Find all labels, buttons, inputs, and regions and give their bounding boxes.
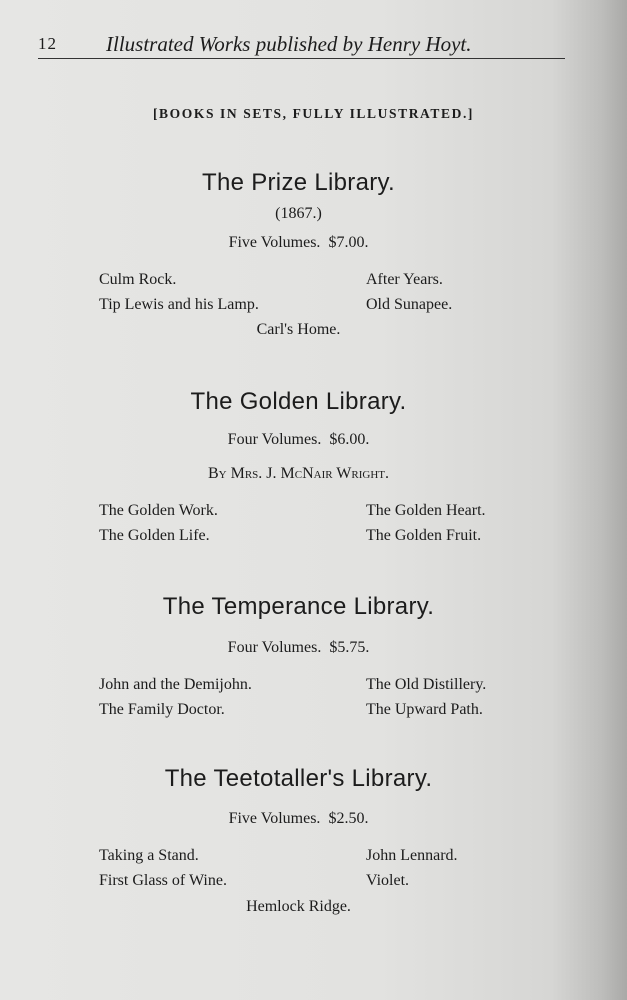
set-price: $2.50. <box>328 810 369 827</box>
volumes-price-line <box>0 234 597 252</box>
book-title: First Glass of Wine. <box>99 872 227 889</box>
book-title: After Years. <box>366 271 443 288</box>
library-year: (1867.) <box>275 205 322 222</box>
book-title: The Golden Life. <box>99 527 210 544</box>
book-title: Culm Rock. <box>99 271 177 288</box>
library-title: The Golden Library. <box>190 388 407 415</box>
book-title: The Old Distillery. <box>366 676 487 693</box>
book-title: The Golden Fruit. <box>366 527 482 544</box>
book-title: Violet. <box>366 872 410 889</box>
volumes-price-line <box>0 639 597 657</box>
set-price: $7.00. <box>328 234 369 251</box>
volumes-price-line <box>0 431 597 449</box>
book-title: Taking a Stand. <box>99 847 199 864</box>
book-title: Old Sunapee. <box>366 296 453 313</box>
book-title: Tip Lewis and his Lamp. <box>99 296 259 313</box>
running-title: Illustrated Works published by Henry Hoyt. <box>106 32 472 56</box>
set-price: $5.75. <box>329 639 370 656</box>
library-title: The Teetotaller's Library. <box>164 765 433 792</box>
book-title: The Family Doctor. <box>99 701 225 718</box>
set-price: $6.00. <box>329 431 370 448</box>
book-title: Hemlock Ridge. <box>246 898 351 915</box>
volume-count: Four Volumes. <box>227 639 322 656</box>
book-title: John Lennard. <box>366 847 458 864</box>
book-title: The Upward Path. <box>366 701 483 718</box>
author-line: By Mrs. J. McNair Wright. <box>207 465 389 482</box>
book-title: Carl's Home. <box>256 321 341 338</box>
section-label: [BOOKS IN SETS, FULLY ILLUSTRATED.] <box>152 106 475 121</box>
volume-count: Five Volumes. <box>228 234 321 251</box>
volume-count: Five Volumes. <box>228 810 321 827</box>
library-title: The Temperance Library. <box>162 593 435 620</box>
library-title: The Prize Library. <box>201 169 396 196</box>
book-title: The Golden Heart. <box>366 502 486 519</box>
running-head <box>38 32 565 59</box>
volumes-price-line <box>0 810 597 828</box>
book-title: The Golden Work. <box>99 502 218 519</box>
page-number: 12 <box>38 34 57 53</box>
volume-count: Four Volumes. <box>227 431 322 448</box>
book-title: John and the Demijohn. <box>99 676 252 693</box>
